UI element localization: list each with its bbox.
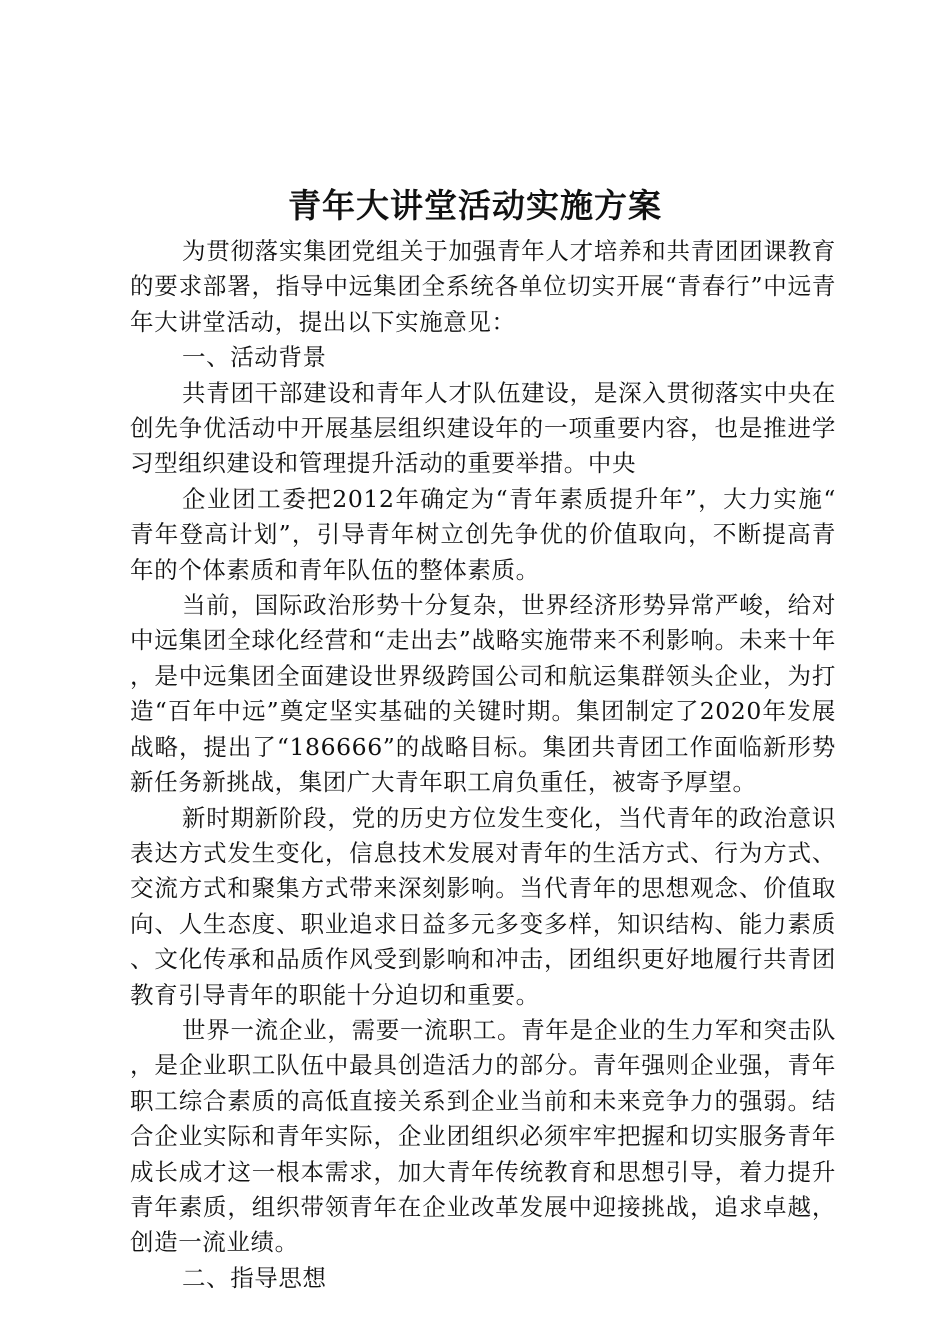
background-paragraph-1: 共青团干部建设和青年人才队伍建设，是深入贯彻落实中央在创先争优活动中开展基层组织建设年的一项重要内容，也是推进学习型组织建设和管理提升活动的重要举措。中央 <box>130 378 836 478</box>
intro-paragraph: 为贯彻落实集团党组关于加强青年人才培养和共青团团课教育的要求部署，指导中远集团全系统各单位切实开展“青春行”中远青年大讲堂活动，提出以下实施意见： <box>130 237 836 336</box>
background-paragraph-2: 企业团工委把2012年确定为“青年素质提升年”，大力实施“青年登高计划”，引导青年树立创先争优的价值取向，不断提高青年的个体素质和青年队伍的整体素质。 <box>130 484 836 584</box>
background-paragraph-3: 当前，国际政治形势十分复杂，世界经济形势异常严峻，给对中远集团全球化经营和“走出去”战略实施带来不利影响。未来十年，是中远集团全面建设世界级跨国公司和航运集群领头企业，为打造“百年中远”奠定坚实基础的关键时期。集团制定了2020年发展战略，提出了“186666”的战略目标。集团共青团工作面临新形势新任务新挑战，集团广大青年职工肩负重任，被寄予厚望。 <box>130 591 836 797</box>
document-body <box>130 234 836 1296</box>
background-paragraph-5: 世界一流企业，需要一流职工。青年是企业的生力军和突击队，是企业职工队伍中最具创造活力的部分。青年强则企业强，青年职工综合素质的高低直接关系到企业当前和未来竞争力的强弱。结合企业实际和青年实际，企业团组织必须牢牢把握和切实服务青年成长成才这一根本需求，加大青年传统教育和思想引导，着力提升青年素质，组织带领青年在企业改革发展中迎接挑战，追求卓越，创造一流业绩。 <box>130 1015 836 1257</box>
document-title: 青年大讲堂活动实施方案 <box>288 186 662 225</box>
background-paragraph-4: 新时期新阶段，党的历史方位发生变化，当代青年的政治意识表达方式发生变化，信息技术发展对青年的生活方式、行为方式、交流方式和聚集方式带来深刻影响。当代青年的思想观念、价值取向、人生态度、职业追求日益多元多变多样，知识结构、能力素质、文化传承和品质作风受到影响和冲击，团组织更好地履行共青团教育引导青年的职能十分迫切和重要。 <box>130 803 836 1009</box>
section-heading-background: 一、活动背景 <box>182 343 327 372</box>
section-heading-guiding-thought: 二、指导思想 <box>182 1263 327 1292</box>
